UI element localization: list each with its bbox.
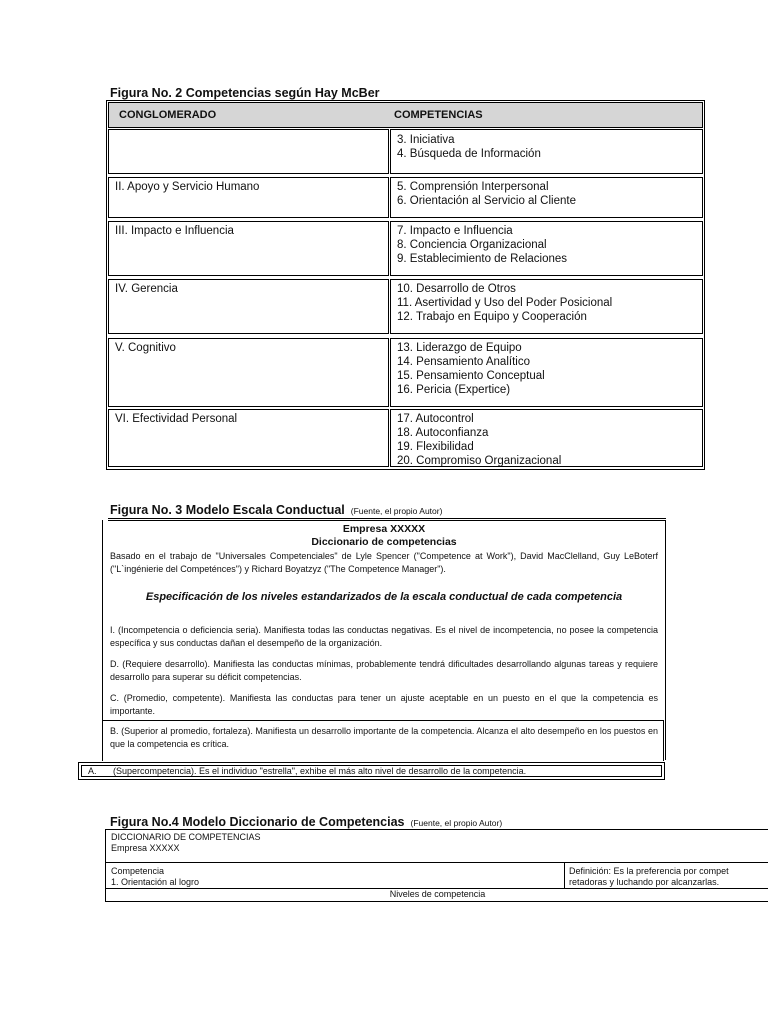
fig3-subtitle: Diccionario de competencias — [311, 536, 457, 548]
fig2-row — [108, 221, 703, 276]
fig2-competencies-cell — [390, 279, 703, 334]
fig3-caption-title: Figura No. 3 Modelo Escala Conductual — [110, 503, 345, 517]
fig2-row — [108, 338, 703, 407]
fig2-header-competencias: COMPETENCIAS — [394, 109, 483, 121]
fig2-competency: 20. Compromiso Organizacional — [397, 455, 562, 467]
fig2-cluster-cell: III. Impacto e Influencia — [108, 221, 389, 276]
fig4-definicion-line2: retadoras y luchando por alcanzarlas. — [569, 877, 720, 887]
fig2-table — [106, 100, 705, 470]
fig3-level-d: D. (Requiere desarrollo). Manifiesta las conductas mínimas, probablemente tendrá dificultades desarrollando algunas tareas y requiere desarrollo para superar su déficit competencias. — [110, 659, 658, 682]
fig3-heading-block — [110, 523, 658, 549]
fig2-competency: 14. Pensamiento Analítico — [397, 356, 530, 368]
fig2-competency: 13. Liderazgo de Equipo — [397, 342, 522, 354]
fig2-competency: 4. Búsqueda de Información — [397, 148, 541, 160]
fig4-dict-title: DICCIONARIO DE COMPETENCIAS — [111, 832, 261, 842]
fig2-competencies-cell — [390, 409, 703, 467]
fig3-level-a-text: (Supercompetencia). Es el individuo "estrella", exhibe el más alto nivel de desarrollo de la competencia. — [113, 766, 527, 776]
fig2-competency: 11. Asertividad y Uso del Poder Posicional — [397, 297, 613, 309]
fig4-company: Empresa XXXXX — [111, 843, 180, 853]
fig4-caption-source: (Fuente, el propio Autor) — [410, 818, 503, 828]
fig3-level-b: B. (Superior al promedio, fortaleza). Manifiesta un desarrollo importante de la competencia. Alcanza el alto desempeño en los puestos en que la competencia es crítica. — [110, 726, 658, 749]
fig3-caption — [110, 503, 442, 517]
fig2-competencies-cell — [390, 129, 703, 174]
fig2-competency: 3. Iniciativa — [397, 134, 455, 146]
fig2-row — [108, 279, 703, 334]
fig3-top-rule — [108, 518, 666, 519]
fig3-intro: Basado en el trabajo de "Universales Competenciales" de Lyle Spencer ("Competence at Work"), David MacClelland, Guy LeBoterf ("L`ingénierie del Competénces") y Richard Boyatzyz ("The Competence Manager"). — [110, 551, 658, 574]
fig2-competency: 6. Orientación al Servicio al Cliente — [397, 195, 576, 207]
fig2-competency: 8. Conciencia Organizacional — [397, 239, 547, 251]
fig3-level-a-row — [78, 762, 665, 780]
fig4-competency-row — [105, 862, 768, 889]
fig4-levels-row — [105, 888, 768, 902]
fig2-competency: 16. Pericia (Expertice) — [397, 384, 511, 396]
fig3-level-i: I. (Incompetencia o deficiencia seria). Manifiesta todas las conductas negativas. Es el nivel de incompetencia, no posee la competencia específica y sus conductas dañan el desempeño de la organización. — [110, 625, 658, 648]
fig2-cluster-cell: II. Apoyo y Servicio Humano — [108, 177, 389, 218]
fig2-competency: 9. Establecimiento de Relaciones — [397, 253, 568, 265]
fig4-competencia-label: Competencia — [111, 866, 165, 876]
fig2-cluster-cell: V. Cognitivo — [108, 338, 389, 407]
fig2-row — [108, 177, 703, 218]
fig2-cluster-cell — [108, 129, 389, 174]
fig4-definicion-line1: Definición: Es la preferencia por compet — [569, 866, 729, 876]
fig2-competencies-cell — [390, 221, 703, 276]
fig3-level-a-label: A. — [88, 766, 97, 776]
fig3-level-c: C. (Promedio, competente). Manifiesta las conductas para tener un ajuste aceptable en un puesto en el que la competencia es importante. — [110, 693, 658, 716]
fig2-competency: 17. Autocontrol — [397, 413, 474, 425]
fig2-header-row — [108, 102, 703, 128]
fig2-competency: 12. Trabajo en Equipo y Cooperación — [397, 311, 587, 323]
fig2-cluster-cell: IV. Gerencia — [108, 279, 389, 334]
fig2-competency: 15. Pensamiento Conceptual — [397, 370, 545, 382]
fig2-caption: Figura No. 2 Competencias según Hay McBer — [110, 86, 380, 100]
fig2-cluster-cell: VI. Efectividad Personal — [108, 409, 389, 467]
fig2-row — [108, 409, 703, 467]
fig2-header-conglomerado: CONGLOMERADO — [119, 109, 217, 121]
fig2-competency: 18. Autoconfianza — [397, 427, 489, 439]
fig2-row — [108, 129, 703, 174]
fig2-competency: 10. Desarrollo de Otros — [397, 283, 516, 295]
fig3-caption-source: (Fuente, el propio Autor) — [350, 506, 443, 516]
fig4-caption-title: Figura No.4 Modelo Diccionario de Competencias — [110, 815, 405, 829]
fig4-niveles: Niveles de competencia — [389, 889, 486, 899]
fig4-competencia-value: 1. Orientación al logro — [111, 877, 200, 887]
fig2-competency: 19. Flexibilidad — [397, 441, 474, 453]
fig2-competency: 7. Impacto e Influencia — [397, 225, 513, 237]
fig2-competency: 5. Comprensión Interpersonal — [397, 181, 549, 193]
fig2-competencies-cell — [390, 338, 703, 407]
fig4-caption — [110, 815, 502, 829]
fig3-company: Empresa XXXXX — [342, 523, 426, 535]
fig3-levels-heading: Especificación de los niveles estandarizados de la escala conductual de cada competencia — [145, 591, 623, 603]
fig2-competencies-cell — [390, 177, 703, 218]
